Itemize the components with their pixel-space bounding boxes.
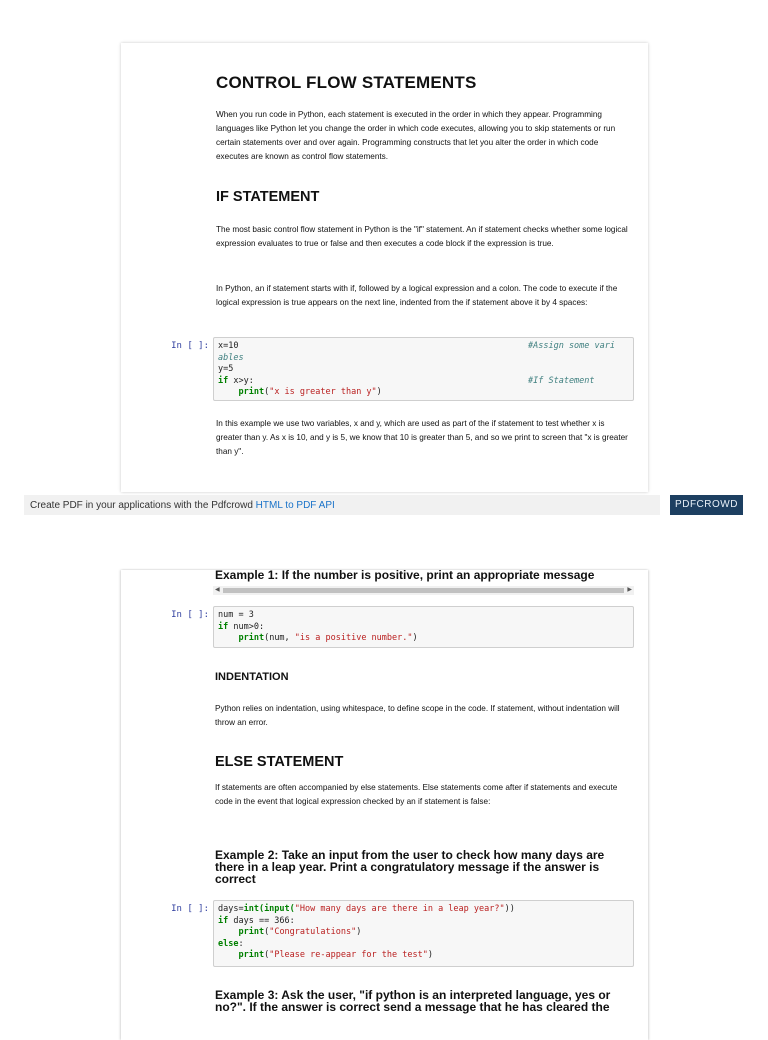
code-line: x>y: xyxy=(228,375,254,386)
code-keyword: if xyxy=(218,621,229,632)
example-paragraph: In this example we use two variables, x and y, which are used as part of the if statement to test whether x is greater than y. As x is 10, and y is 5, we know that 10 is greater than 5, and so we print to screen that "x is greater than y". xyxy=(216,419,628,456)
code-builtin: print xyxy=(238,927,265,937)
else-statement-heading: ELSE STATEMENT xyxy=(215,754,344,770)
code-string: "Please re-appear for the test" xyxy=(269,950,428,960)
code-builtin: print xyxy=(238,950,265,960)
scrollbar-thumb[interactable] xyxy=(223,588,624,593)
pdfcrowd-button[interactable]: PDFCROWD xyxy=(670,495,743,515)
code-builtin: print xyxy=(238,387,265,397)
code-line: days= xyxy=(218,904,244,914)
code-comment: #If Statement xyxy=(528,375,595,386)
code-line: y=5 xyxy=(218,364,234,374)
code-line: : xyxy=(238,938,244,949)
pdf-page-2 xyxy=(121,570,648,1040)
code-args: (num, xyxy=(264,633,295,643)
code-keyword: else xyxy=(218,938,239,949)
code-line: num = 3 xyxy=(218,610,254,620)
else-paragraph: If statements are often accompanied by else statements. Else statements come after if statements and execute code in the event that logical expression checked by an if statement is false: xyxy=(215,783,618,806)
if-statement-heading: IF STATEMENT xyxy=(216,189,320,205)
code-string: "How many days are there in a leap year?" xyxy=(294,904,505,914)
scroll-left-icon[interactable]: ◀ xyxy=(215,587,220,593)
footer-label: Create PDF in your applications with the Pdfcrowd xyxy=(30,500,256,511)
code-line: num>0: xyxy=(228,621,265,632)
code-line: x=10 xyxy=(218,341,239,351)
code-cell-2[interactable] xyxy=(213,606,634,648)
horizontal-scrollbar[interactable] xyxy=(213,586,634,595)
indentation-heading: INDENTATION xyxy=(215,671,289,683)
pdfcrowd-footer xyxy=(0,493,768,517)
pdf-page-1 xyxy=(121,43,648,492)
indentation-paragraph: Python relies on indentation, using whitespace, to define scope in the code. If statement, without indentation will throw an error. xyxy=(215,704,620,727)
code-cell-3[interactable]: days=int(input("How many days are there in a leap year?")) if days == 366: print("Congratulations") else: print("Please re-appear for the test") xyxy=(213,900,634,967)
code-string: "x is greater than y" xyxy=(269,387,377,397)
intro-paragraph: When you run code in Python, each statement is executed in the order in which they appear. Programming languages like Python let you change the order in which code executes, allowing you to skip statements or run certain statements over and over again. Programming constructs that let you alter the order in which code executes are known as control flow statements. xyxy=(216,110,616,161)
code-keyword: if xyxy=(218,915,229,926)
code-line: days == 366: xyxy=(228,915,295,926)
code-string: "is a positive number." xyxy=(294,633,413,643)
code-builtin: print xyxy=(238,633,265,643)
cell-prompt: In [ ]: xyxy=(171,610,209,620)
if-paragraph-1: The most basic control flow statement in Python is the "if" statement. An if statement checks whether some logical expression evaluates to true or false and then executes a code block if the expression is true. xyxy=(216,225,628,248)
cell-prompt: In [ ]: xyxy=(171,341,209,351)
page-title: CONTROL FLOW STATEMENTS xyxy=(216,73,477,92)
example-3-heading: Example 3: Ask the user, "if python is an interpreted language, yes or no?". If the answer is correct send a message that he has cleared the xyxy=(215,988,611,1014)
code-keyword: if xyxy=(218,375,229,386)
example-2-heading: Example 2: Take an input from the user to check how many days are there in a leap year. Print a congratulatory message if the answer is correct xyxy=(215,848,605,886)
code-cell-1[interactable]: x=10 #Assign some vari ables y=5 if x>y: #If Statement print("x is greater than y") xyxy=(213,337,634,401)
code-line: )) xyxy=(504,904,515,914)
code-builtin: int(input( xyxy=(243,904,295,914)
code-args: ) xyxy=(412,633,418,643)
if-paragraph-2: In Python, an if statement starts with if, followed by a logical expression and a colon. The code to execute if the logical expression is true appears on the next line, indented from the if statement above it by 4 spaces: xyxy=(216,284,618,307)
code-string: "Congratulations" xyxy=(269,927,357,937)
footer-link[interactable]: HTML to PDF API xyxy=(255,500,335,511)
cell-prompt: In [ ]: xyxy=(171,904,209,914)
code-comment: #Assign some vari xyxy=(528,341,615,351)
code-comment: ables xyxy=(218,352,244,363)
example-1-heading: Example 1: If the number is positive, print an appropriate message xyxy=(215,568,595,582)
scroll-right-icon[interactable]: ▶ xyxy=(627,587,632,593)
footer-text xyxy=(30,500,335,511)
